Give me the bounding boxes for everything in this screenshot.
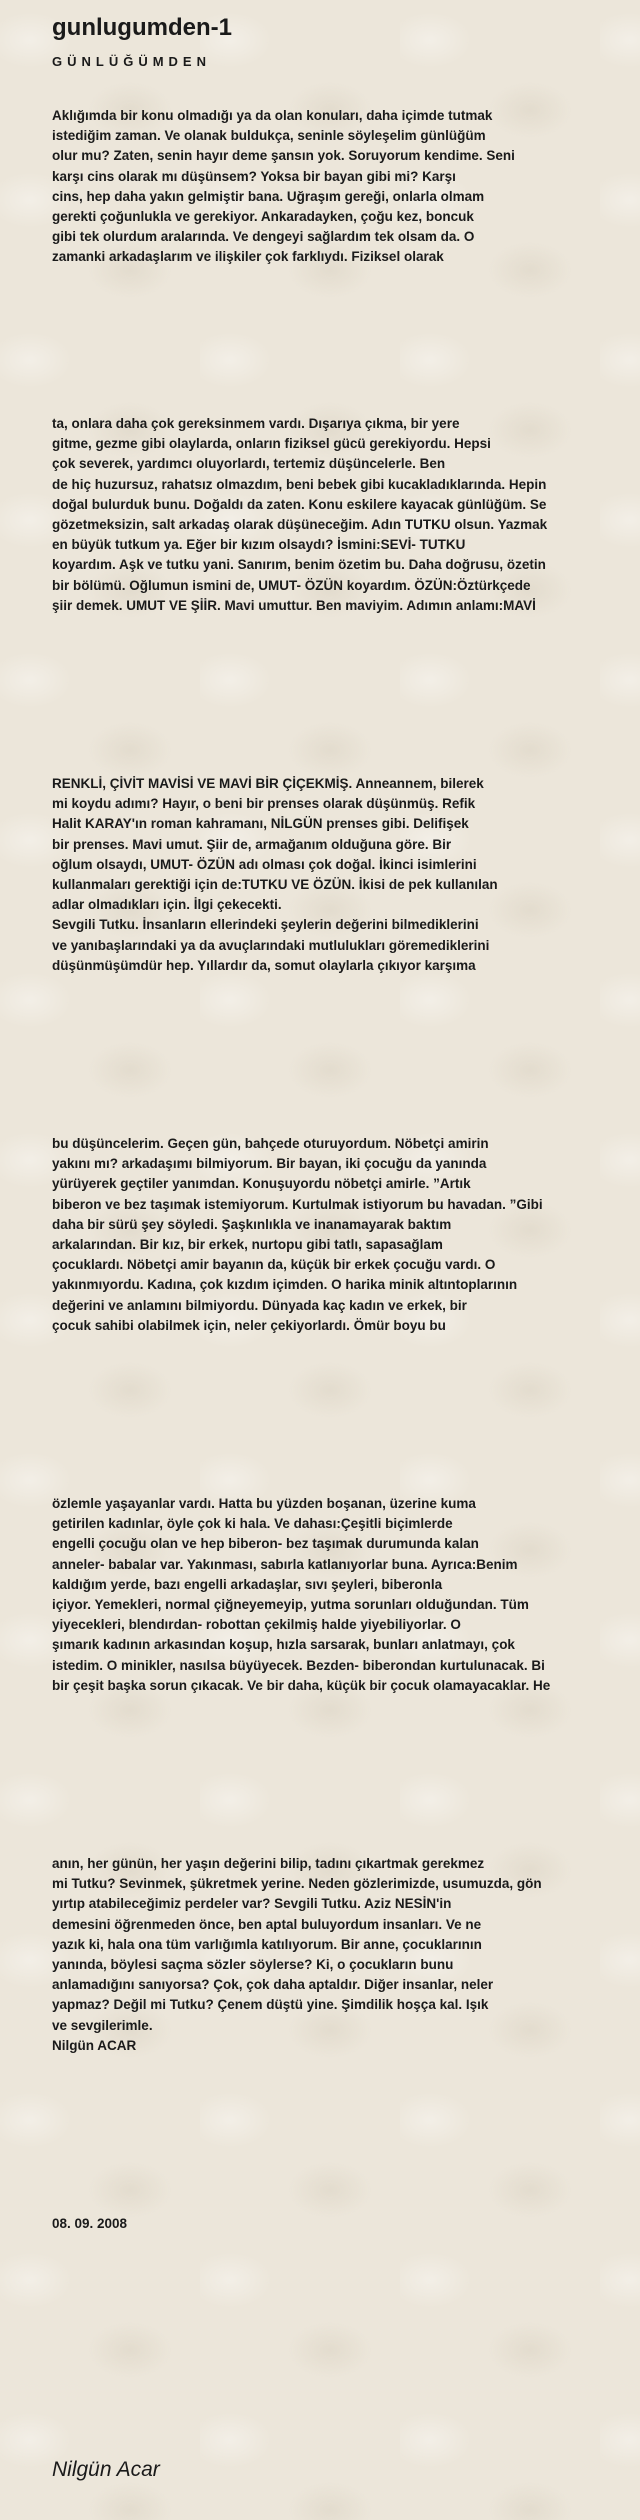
text-line: çok severek, yardımcı oluyorlardı, tertemiz düşüncelerle. Ben	[52, 456, 446, 472]
text-line: daha bir sürü şey söyledi. Şaşkınlıkla ve inanamayarak baktım	[52, 1216, 452, 1232]
text-line: yürüyerek geçtiler yanımdan. Konuşuyordu nöbetçi amirle. ”Artık	[52, 1176, 471, 1192]
text-line: çocuk sahibi olabilmek için, neler çekiyorlardı. Ömür boyu bu	[52, 1317, 446, 1333]
text-line: anın, her günün, her yaşın değerini bilip, tadını çıkartmak gerekmez	[52, 1856, 485, 1871]
text-line: ve yanıbaşlarındaki ya da avuçlarındaki mutlulukları göremediklerini	[52, 937, 490, 953]
text-line: demesini öğrenmeden önce, ben aptal buluyordum insanları. Ve ne	[52, 1916, 482, 1932]
text-line: gerekti çoğunlukla ve gerekiyor. Ankaradayken, çoğu kez, boncuk	[52, 209, 474, 225]
text-line: şiir demek. UMUT VE ŞİİR. Mavi umuttur. Ben maviyim. Adımın anlamı:MAVİ	[52, 597, 536, 613]
text-block-3	[52, 774, 640, 976]
text-line: kullanmaları gerektiği için de:TUTKU VE ÖZÜN. İkisi de pek kullanılan	[52, 877, 498, 893]
text-line: Sevgili Tutku. İnsanların ellerindeki şeylerin değerini bilmediklerini	[52, 917, 479, 933]
text-line: gibi tek olurdum aralarında. Ve dengeyi sağlardım tek olsam da. O	[52, 229, 475, 245]
text-line: değerini ve anlamını bilmiyordu. Dünyada kaç kadın ve erkek, bir	[52, 1297, 467, 1313]
text-line: bir çeşit başka sorun çıkacak. Ve bir daha, küçük bir çocuk olamayacaklar. He	[52, 1677, 551, 1693]
text-line: getirilen kadınlar, öyle çok ki hala. Ve dahası:Çeşitli biçimlerde	[52, 1516, 453, 1532]
text-line: Aklığımda bir konu olmadığı ya da olan konuları, daha içimde tutmak	[52, 108, 493, 123]
text-line: ta, onlara daha çok gereksinmem vardı. Dışarıya çıkma, bir yere	[52, 416, 460, 431]
text-line: biberon ve bez taşımak istemiyorum. Kurtulmak istiyorum bu havadan. ”Gibi	[52, 1196, 543, 1212]
page-title: gunlugumden-1	[52, 14, 232, 41]
text-block-6	[52, 1854, 640, 2056]
text-line: Halit KARAY'ın roman kahramanı, NİLGÜN prenses gibi. Delifişek	[52, 816, 469, 832]
text-line: bu düşüncelerim. Geçen gün, bahçede oturuyordum. Nöbetçi amirin	[52, 1136, 489, 1151]
text-line: Nilgün ACAR	[52, 2037, 137, 2053]
text-line: RENKLİ, ÇİVİT MAVİSİ VE MAVİ BİR ÇİÇEKMİŞ. Anneannem, bilerek	[52, 776, 484, 791]
entry-date: 08. 09. 2008	[52, 2216, 128, 2231]
text-line: çocuklardı. Nöbetçi amir bayanın da, küçük bir erkek çocuğu vardı. O	[52, 1257, 496, 1273]
text-line: istediğim zaman. Ve olanak buldukça, seninle söyleşelim günlüğüm	[52, 128, 486, 144]
text-line: en büyük tutkum ya. Eğer bir kızım olsaydı? İsmini:SEVİ- TUTKU	[52, 537, 466, 553]
text-line: kaldığım yerde, bazı engelli arkadaşlar, sıvı şeyleri, biberonla	[52, 1576, 443, 1592]
text-line: yiyecekleri, blendırdan- robottan çekilmiş halde yiyebiliyorlar. O	[52, 1617, 461, 1633]
text-block-1	[52, 106, 640, 268]
text-line: zamanki arkadaşlarım ve ilişkiler çok farklıydı. Fiziksel olarak	[52, 249, 444, 265]
text-line: bir bölümü. Oğlumun ismini de, UMUT- ÖZÜN koyardım. ÖZÜN:Öztürkçede	[52, 577, 531, 593]
text-line: bir prenses. Mavi umut. Şiir de, armağanım olduğuna göre. Bir	[52, 836, 452, 852]
text-line: yakınmıyordu. Kadına, çok kızdım içimden. O harika minik altıntoplarının	[52, 1277, 518, 1293]
text-line: koyardım. Aşk ve tutku yani. Sanırım, benim özetim bu. Daha doğrusu, özetin	[52, 557, 546, 573]
text-line: karşı cins olarak mı düşünsem? Yoksa bir bayan gibi mi? Karşı	[52, 168, 456, 184]
text-line: istedim. O minikler, nasılsa büyüyecek. Bezden- biberondan kurtulunacak. Bi	[52, 1657, 545, 1673]
text-line: yapmaz? Değil mi Tutku? Çenem düştü yine. Şimdilik hoşça kal. Işık	[52, 1997, 489, 2013]
text-line: mi Tutku? Sevinmek, şükretmek yerine. Neden gözlerimizde, usumuzda, gön	[52, 1876, 542, 1892]
text-line: anneler- babalar var. Yakınması, sabırla katlanıyorlar buna. Ayrıca:Benim	[52, 1556, 518, 1572]
text-line: şımarık kadının arkasından koşup, hızla sarsarak, bunları anlatmayı, çok	[52, 1637, 515, 1653]
text-line: olur mu? Zaten, senin hayır deme şansın yok. Soruyorum kendime. Seni	[52, 148, 515, 164]
text-line: oğlum olsaydı, UMUT- ÖZÜN adı olması çok doğal. İkinci isimlerini	[52, 856, 477, 872]
text-line: adlar olmadıkları için. İlgi çekecekti.	[52, 897, 282, 913]
text-block-5	[52, 1494, 640, 1696]
text-line: anlamadığını sanıyorsa? Çok, çok daha aptaldır. Diğer insanlar, neler	[52, 1977, 494, 1993]
text-line: ve sevgilerimle.	[52, 2017, 153, 2033]
text-line: yazık ki, hala ona tüm varlığımla katılıyorum. Bir anne, çocuklarının	[52, 1936, 482, 1952]
text-line: gitme, gezme gibi olaylarda, onların fiziksel gücü gerekiyordu. Hepsi	[52, 436, 491, 452]
text-line: doğal bulurduk bunu. Doğaldı da zaten. Konu eskilere kayacak günlüğüm. Se	[52, 496, 547, 512]
text-line: mi koydu adımı? Hayır, o beni bir prenses olarak düşünmüş. Refik	[52, 796, 476, 812]
text-line: yakını mı? arkadaşımı bilmiyorum. Bir bayan, iki çocuğu da yanında	[52, 1156, 487, 1172]
text-line: düşünmüşümdür hep. Yıllardır da, somut olaylarla çıkıyor karşıma	[52, 957, 476, 973]
text-line: yanında, böylesi saçma sözler söylerse? Ki, o çocukların bunu	[52, 1957, 454, 1973]
text-line: arkalarından. Bir kız, bir erkek, nurtopu gibi tatlı, sapasağlam	[52, 1237, 443, 1253]
text-line: yırtıp atabileceğimiz perdeler var? Sevgili Tutku. Aziz NESİN'in	[52, 1896, 452, 1912]
text-block-2	[52, 414, 640, 616]
text-line: özlemle yaşayanlar vardı. Hatta bu yüzden boşanan, üzerine kuma	[52, 1496, 476, 1511]
text-block-4	[52, 1134, 640, 1336]
text-line: engelli çocuğu olan ve hep biberon- bez taşımak durumunda kalan	[52, 1536, 479, 1552]
page-subtitle: GÜNLÜĞÜMDEN	[52, 54, 211, 69]
text-line: içiyor. Yemekleri, normal çiğneyemeyip, yutma sorunları olduğundan. Tüm	[52, 1597, 529, 1613]
text-line: de hiç huzursuz, rahatsız olmazdım, beni bebek gibi kucakladıklarında. Hepin	[52, 476, 547, 492]
text-line: cins, hep daha yakın gelmiştir bana. Uğraşım gereği, onlarla olmam	[52, 188, 485, 204]
author-signature: Nilgün Acar	[52, 2458, 160, 2481]
text-line: gözetmeksizin, salt arkadaş olarak düşüneceğim. Adın TUTKU olsun. Yazmak	[52, 517, 548, 533]
